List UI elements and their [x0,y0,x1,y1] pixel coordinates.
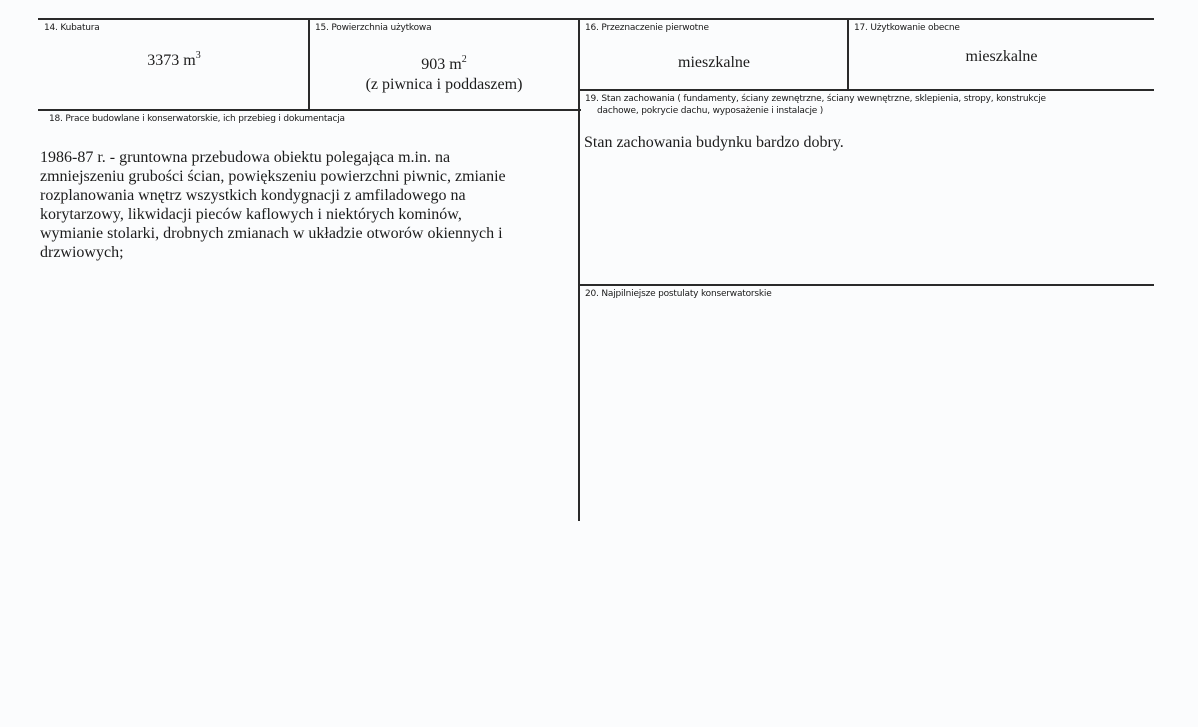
powierzchnia-value-line [310,55,578,75]
field-18-line: drzwiowych; [40,244,124,261]
col-divider-main [578,18,580,521]
field-18-line: rozplanowania wnętrz wszystkich kondygnacji z amfiladowego na [40,187,466,204]
form-top-border [38,18,1154,20]
field-17-label: 17. Użytkowanie obecne [854,23,960,33]
field-19-label-line2: dachowe, pokrycie dachu, wyposażenie i instalacje ) [597,106,824,116]
field-16-label: 16. Przeznaczenie pierwotne [585,23,709,33]
powierzchnia-value: 903 m [421,56,462,73]
row-divider-right-20 [579,284,1154,286]
field-18-text [40,148,576,262]
row-divider-right-19 [579,89,1154,91]
field-19-label [585,93,1145,117]
kubatura-value: 3373 m [147,52,196,69]
field-14-value [40,51,308,71]
field-19-label-line1: 19. Stan zachowania ( fundamenty, ściany zewnętrzne, ściany wewnętrzne, sklepienia, stropy, konstrukcje [585,94,1046,104]
field-14-label: 14. Kubatura [44,23,100,33]
field-18-line: 1986-87 r. - gruntowna przebudowa obiektu polegająca m.in. na [40,149,451,166]
field-18-label: 18. Prace budowlane i konserwatorskie, ich przebieg i dokumentacja [49,114,345,124]
field-20-label: 20. Najpilniejsze postulaty konserwatorskie [585,289,772,299]
field-15-label: 15. Powierzchnia użytkowa [315,23,432,33]
field-16-value: mieszkalne [678,54,750,71]
field-18-line: korytarzowy, likwidacji pieców kaflowych i niektórych kominów, [40,206,462,223]
powierzchnia-unit-exponent: 2 [461,54,467,65]
field-17-value: mieszkalne [965,48,1038,65]
field-15-value [310,55,578,95]
field-19-value: Stan zachowania budynku bardzo dobry. [584,134,844,151]
powierzchnia-note: (z piwnica i poddaszem) [365,76,523,93]
field-18-line: wymianie stolarki, drobnych zmianach w układzie otworów okiennych i [40,225,503,242]
kubatura-unit-exponent: 3 [195,50,201,61]
field-18-line: zmniejszeniu grubości ścian, powiększeniu powierzchni piwnic, zmianie [40,168,506,185]
